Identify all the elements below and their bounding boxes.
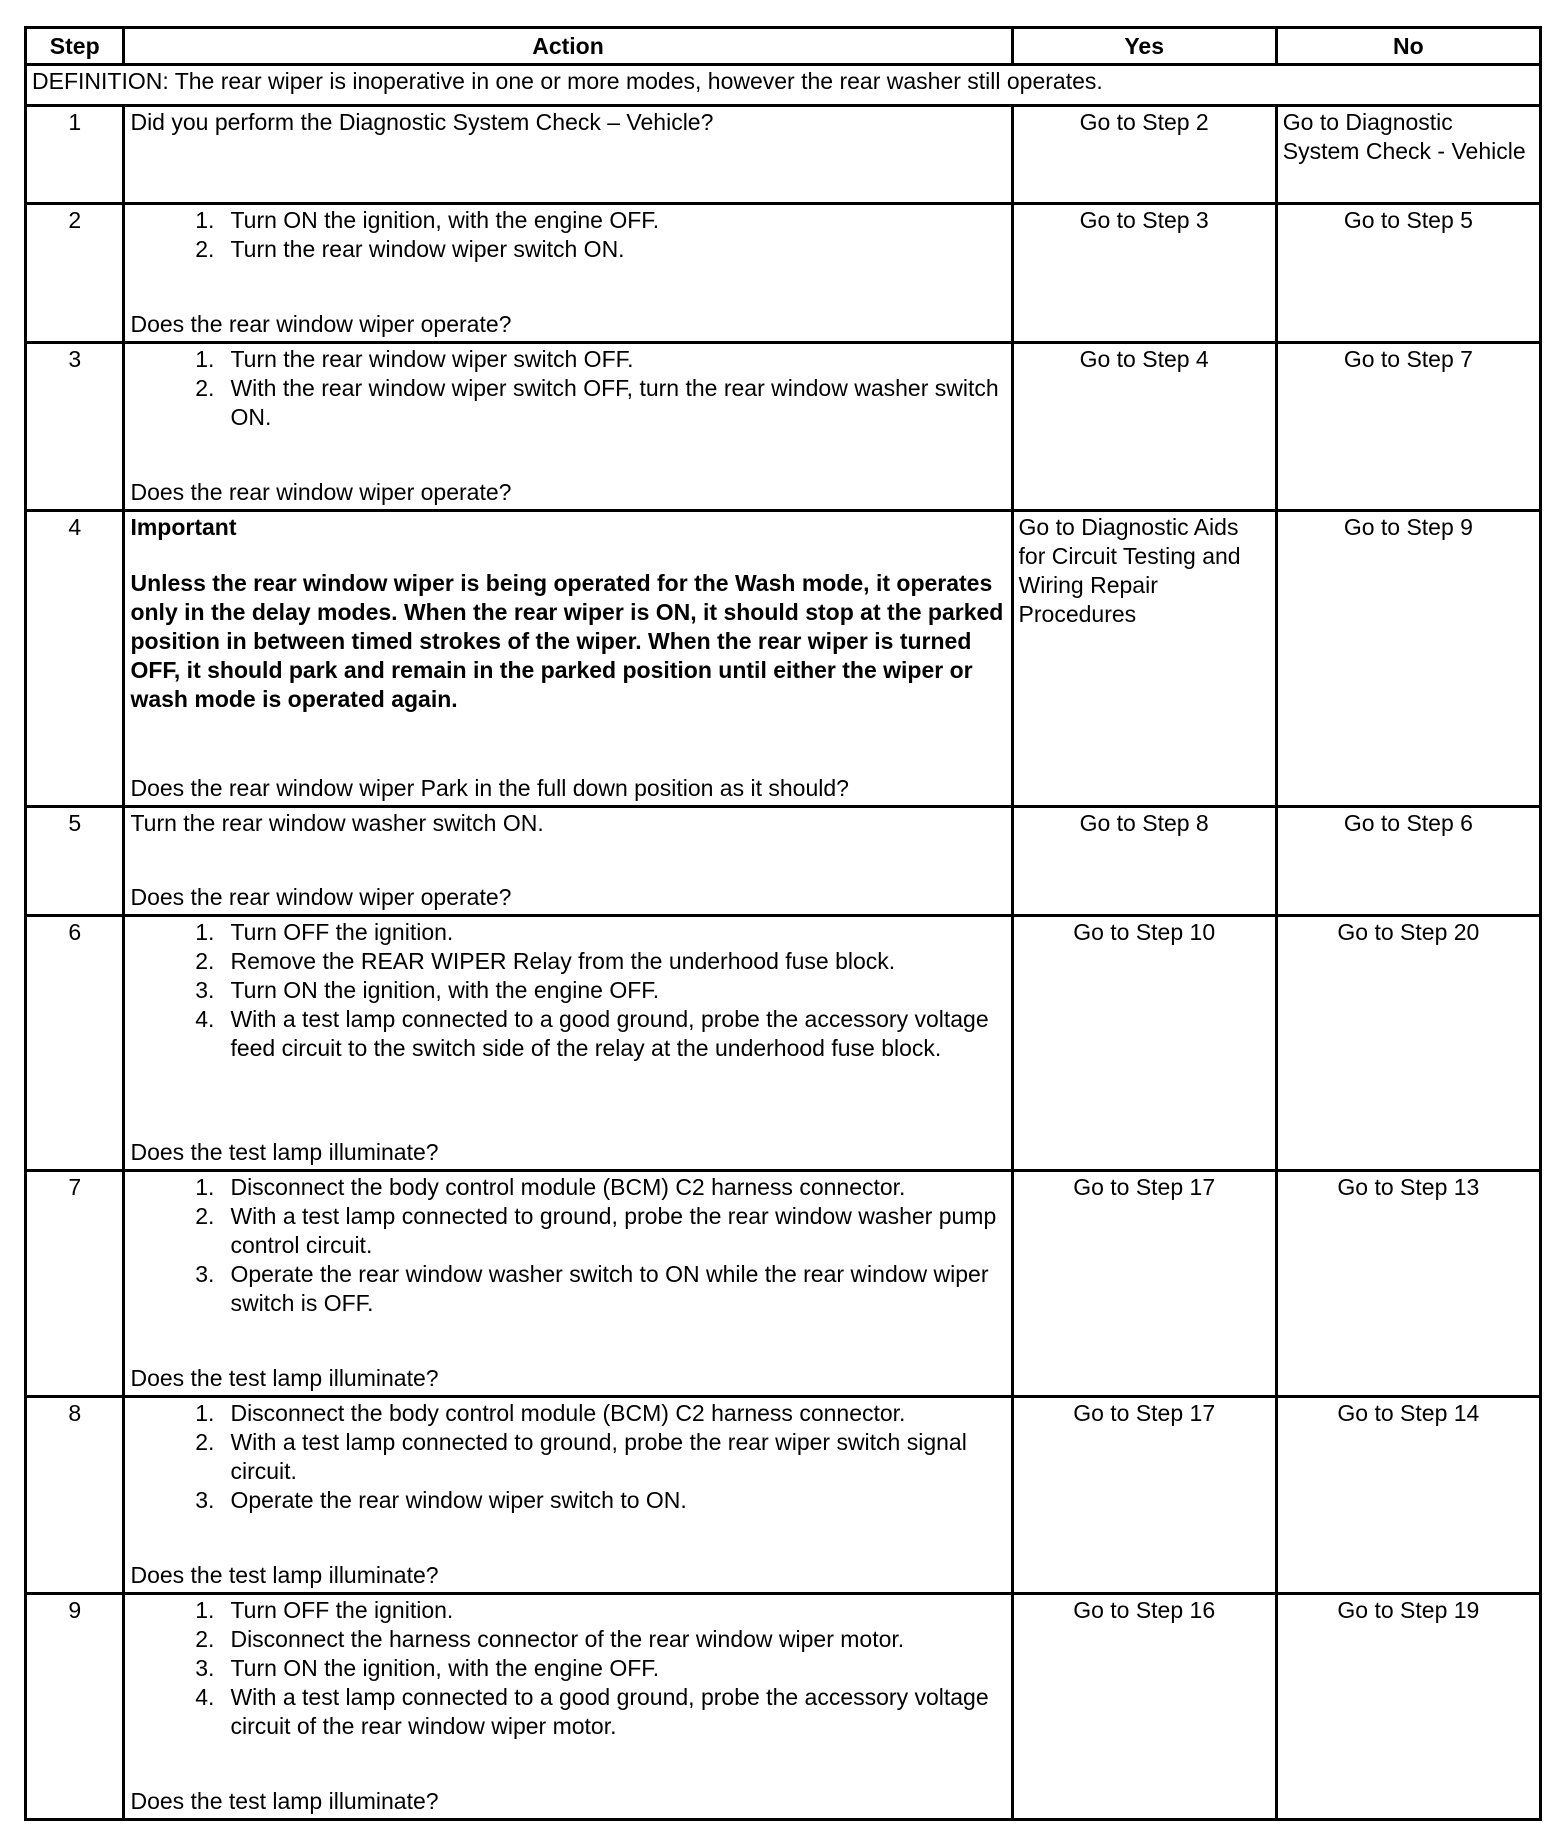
action-item: 2. With the rear window wiper switch OFF, turn the rear window washer switch ON. (195, 375, 999, 430)
table-row (26, 1171, 1541, 1397)
action-item: 3. Operate the rear window wiper switch to ON. (195, 1487, 687, 1513)
action-item: 4. With a test lamp connected to a good ground, probe the accessory voltage circuit of the rear window wiper motor. (195, 1684, 989, 1739)
action-item: 3. Turn ON the ignition, with the engine OFF. (195, 977, 660, 1003)
table-row (26, 106, 1541, 204)
question-text: Does the rear window wiper operate? (130, 884, 512, 910)
action-item: 4. With a test lamp connected to a good ground, probe the accessory voltage feed circuit to the switch side of the relay at the underhood fuse block. (195, 1006, 989, 1061)
action-cell (124, 204, 1012, 343)
no-cell: Go to Step 9 (1276, 511, 1540, 807)
action-list (130, 1173, 1005, 1318)
action-item: 2. With a test lamp connected to ground, probe the rear window washer pump control circuit. (195, 1203, 997, 1258)
question-text: Does the test lamp illuminate? (130, 1562, 439, 1588)
question-text: Does the rear window wiper operate? (130, 479, 512, 505)
action-cell (124, 916, 1012, 1171)
action-text: Did you perform the Diagnostic System Check – Vehicle? (130, 109, 714, 135)
table-row (26, 204, 1541, 343)
step-number: 3 (26, 343, 124, 511)
no-cell: Go to Step 6 (1276, 807, 1540, 916)
no-cell: Go to Step 13 (1276, 1171, 1540, 1397)
action-item: 2. With a test lamp connected to ground, probe the rear wiper switch signal circuit. (195, 1429, 967, 1484)
no-cell: Go to Step 14 (1276, 1397, 1540, 1594)
question-text: Does the test lamp illuminate? (130, 1365, 439, 1391)
yes-cell: Go to Step 17 (1012, 1397, 1276, 1594)
table-row (26, 916, 1541, 1171)
header-action: Action (124, 28, 1012, 65)
question-text: Does the test lamp illuminate? (130, 1788, 439, 1814)
yes-cell: Go to Step 4 (1012, 343, 1276, 511)
yes-cell: Go to Step 2 (1012, 106, 1276, 204)
yes-cell: Go to Step 10 (1012, 916, 1276, 1171)
step-number: 6 (26, 916, 124, 1171)
action-cell (124, 1594, 1012, 1820)
definition-text: DEFINITION: The rear wiper is inoperative in one or more modes, however the rear washer still operates. (26, 65, 1541, 106)
step-number: 5 (26, 807, 124, 916)
question-text: Does the rear window wiper operate? (130, 311, 512, 337)
table-header-row (26, 28, 1541, 65)
no-cell: Go to Step 7 (1276, 343, 1540, 511)
diagnostic-table (24, 26, 1542, 1821)
action-item: 2. Turn the rear window wiper switch ON. (195, 236, 625, 262)
action-item: 2. Remove the REAR WIPER Relay from the underhood fuse block. (195, 948, 896, 974)
action-cell (124, 343, 1012, 511)
table-row (26, 511, 1541, 807)
important-text: Unless the rear window wiper is being operated for the Wash mode, it operates only in the delay modes. When the rear wiper is ON, it should stop at the parked position in between timed strokes of the wiper. When the rear wiper is turned OFF, it should park and remain in the parked position until either the wiper or wash mode is operated again. (130, 570, 1004, 712)
action-item: 1. Turn OFF the ignition. (195, 1597, 454, 1623)
diagnostic-table-container (24, 26, 1542, 1821)
action-cell (124, 511, 1012, 807)
question-text: Does the test lamp illuminate? (130, 1139, 439, 1165)
action-item: 1. Disconnect the body control module (BCM) C2 harness connector. (195, 1174, 906, 1200)
action-item: 3. Operate the rear window washer switch to ON while the rear window wiper switch is OFF. (195, 1261, 989, 1316)
table-row (26, 343, 1541, 511)
action-cell (124, 106, 1012, 204)
action-list (130, 1399, 1005, 1515)
yes-cell: Go to Diagnostic Aids for Circuit Testing and Wiring Repair Procedures (1012, 511, 1276, 807)
action-item: 1. Turn ON the ignition, with the engine OFF. (195, 207, 660, 233)
action-list (130, 1596, 1005, 1741)
action-item: 1. Turn OFF the ignition. (195, 919, 454, 945)
header-yes: Yes (1012, 28, 1276, 65)
action-cell (124, 1171, 1012, 1397)
header-step: Step (26, 28, 124, 65)
action-cell (124, 1397, 1012, 1594)
step-number: 1 (26, 106, 124, 204)
action-item: 1. Disconnect the body control module (BCM) C2 harness connector. (195, 1400, 906, 1426)
step-number: 4 (26, 511, 124, 807)
action-item: 2. Disconnect the harness connector of the rear window wiper motor. (195, 1626, 905, 1652)
question-text: Does the rear window wiper Park in the full down position as it should? (130, 775, 849, 801)
action-item: 1. Turn the rear window wiper switch OFF. (195, 346, 634, 372)
table-row (26, 807, 1541, 916)
action-list (130, 206, 1005, 264)
table-row (26, 1594, 1541, 1820)
definition-row (26, 65, 1541, 106)
no-cell: Go to Step 20 (1276, 916, 1540, 1171)
table-row (26, 1397, 1541, 1594)
yes-cell: Go to Step 16 (1012, 1594, 1276, 1820)
action-list (130, 918, 1005, 1063)
yes-cell: Go to Step 17 (1012, 1171, 1276, 1397)
no-cell: Go to Step 19 (1276, 1594, 1540, 1820)
yes-cell: Go to Step 8 (1012, 807, 1276, 916)
action-list (130, 345, 1005, 432)
step-number: 9 (26, 1594, 124, 1820)
action-cell (124, 807, 1012, 916)
no-cell: Go to Diagnostic System Check - Vehicle (1276, 106, 1540, 204)
action-item: 3. Turn ON the ignition, with the engine OFF. (195, 1655, 660, 1681)
step-number: 2 (26, 204, 124, 343)
important-label: Important (130, 514, 237, 540)
step-number: 8 (26, 1397, 124, 1594)
step-number: 7 (26, 1171, 124, 1397)
header-no: No (1276, 28, 1540, 65)
yes-cell: Go to Step 3 (1012, 204, 1276, 343)
action-text: Turn the rear window washer switch ON. (130, 810, 544, 836)
no-cell: Go to Step 5 (1276, 204, 1540, 343)
